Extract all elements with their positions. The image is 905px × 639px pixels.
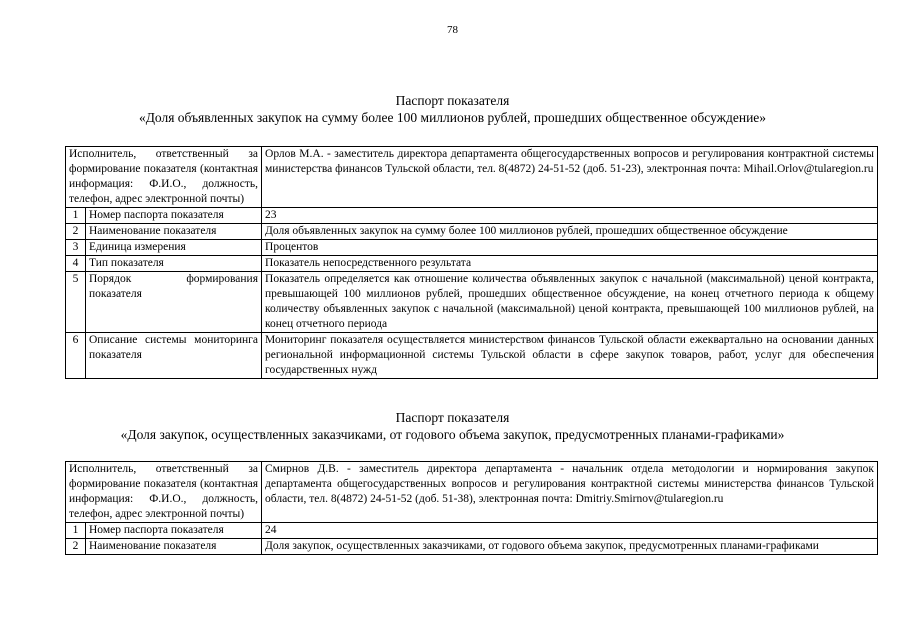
executor-value: Орлов М.А. - заместитель директора департамента общегосударственных вопросов и регулирования контрактной системы министерства финансов Тульской области, тел. 8(4872) 24-51-52 (доб. 51-23), электронная почта: Mihail.Orlov@tularegion.ru — [262, 147, 878, 208]
passport1-subtitle: «Доля объявленных закупок на сумму более 100 миллионов рублей, прошедших общественное обсуждение» — [138, 110, 767, 125]
row-value: 23 — [262, 208, 878, 224]
table-row — [66, 539, 878, 555]
table-row — [66, 224, 878, 240]
executor-label: Исполнитель, ответственный за формирование показателя (контактная информация: Ф.И.О., должность, телефон, адрес электронной почты) — [66, 462, 262, 523]
page-number: 78 — [447, 24, 458, 36]
row-value: Процентов — [262, 240, 878, 256]
row-number: 2 — [66, 539, 86, 555]
row-number: 3 — [66, 240, 86, 256]
row-label: Порядок формирования показателя — [86, 272, 262, 333]
passport2-heading: Паспорт показателя — [395, 410, 510, 425]
table-row — [66, 523, 878, 539]
passport2-table — [65, 461, 878, 555]
row-number: 2 — [66, 224, 86, 240]
passport2-subtitle: «Доля закупок, осуществленных заказчиками, от годового объема закупок, предусмотренных планами-графиками» — [120, 427, 785, 442]
table-row — [66, 240, 878, 256]
passport1-heading: Паспорт показателя — [395, 93, 510, 108]
passport1-table — [65, 146, 878, 379]
row-number: 1 — [66, 523, 86, 539]
row-label: Наименование показателя — [86, 539, 262, 555]
executor-value: Смирнов Д.В. - заместитель директора департамента - начальник отдела методологии и нормирования закупок департамента общегосударственных вопросов и регулирования контрактной системы министерства финансов Тульской области, тел. 8(4872) 24-51-52 (доб. 51-38), электронная почта: Dmitriy.Smirnov@tularegion.ru — [262, 462, 878, 523]
row-label: Описание системы мониторинга показателя — [86, 333, 262, 379]
row-label: Номер паспорта показателя — [86, 208, 262, 224]
table-row — [66, 208, 878, 224]
row-value: Мониторинг показателя осуществляется министерством финансов Тульской области ежеквартально на основании данных региональной информационной системы Тульской области в сфере закупок товаров, работ, услуг для обеспечения государственных нужд — [262, 333, 878, 379]
row-number: 4 — [66, 256, 86, 272]
row-number: 6 — [66, 333, 86, 379]
row-label: Единица измерения — [86, 240, 262, 256]
row-value: Показатель определяется как отношение количества объявленных закупок с начальной (максимальной) ценой контракта, превышающей 100 миллионов рублей, прошедших общественное обсуждение, на конец отчетного периода к общему количеству объявленных закупок с начальной (максимальной) ценой контракта, превышающей 100 миллионов рублей, на конец отчетного периода — [262, 272, 878, 333]
table-row — [66, 462, 878, 523]
row-value: Доля объявленных закупок на сумму более 100 миллионов рублей, прошедших общественное обсуждение — [262, 224, 878, 240]
row-number: 1 — [66, 208, 86, 224]
row-label: Номер паспорта показателя — [86, 523, 262, 539]
table-row — [66, 256, 878, 272]
row-label: Тип показателя — [86, 256, 262, 272]
row-value: Доля закупок, осуществленных заказчиками, от годового объема закупок, предусмотренных планами-графиками — [262, 539, 878, 555]
executor-label: Исполнитель, ответственный за формирование показателя (контактная информация: Ф.И.О., должность, телефон, адрес электронной почты) — [66, 147, 262, 208]
table-row — [66, 272, 878, 333]
row-value: 24 — [262, 523, 878, 539]
row-value: Показатель непосредственного результата — [262, 256, 878, 272]
table-row — [66, 333, 878, 379]
row-number: 5 — [66, 272, 86, 333]
table-row — [66, 147, 878, 208]
row-label: Наименование показателя — [86, 224, 262, 240]
